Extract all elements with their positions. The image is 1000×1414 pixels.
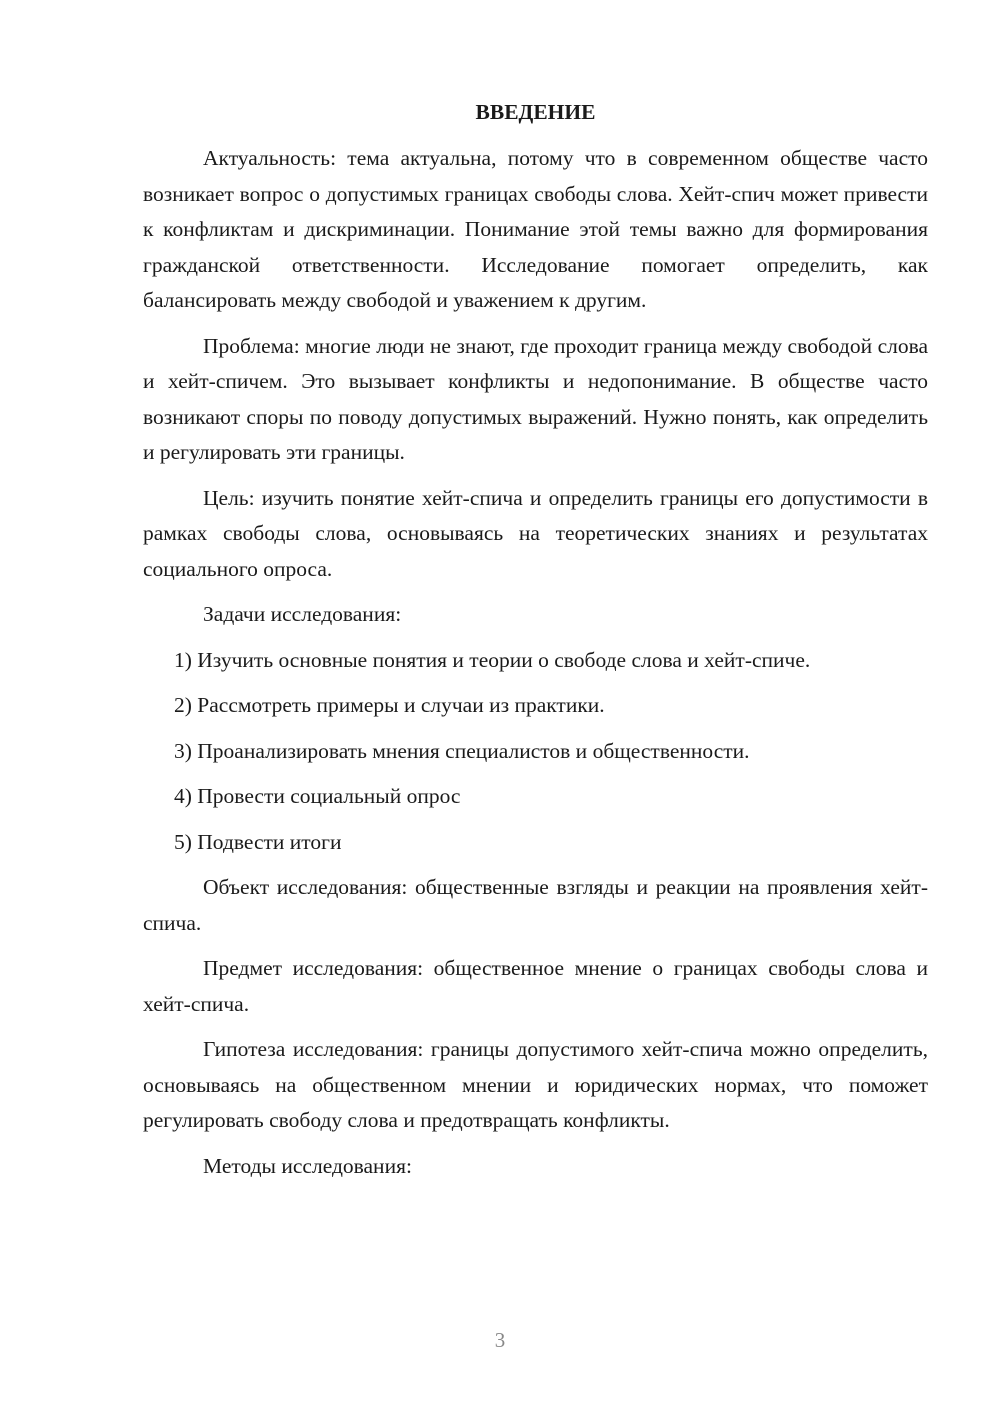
list-item: 2) Рассмотреть примеры и случаи из практики. <box>174 693 605 717</box>
list-item: 5) Подвести итоги <box>174 829 342 854</box>
tasks-list <box>143 643 928 861</box>
list-item: 3) Проанализировать мнения специалистов и общественности. <box>174 738 750 763</box>
problem-paragraph: Проблема: многие люди не знают, где проходит граница между свободой слова и хейт-спичем. Это вызывает конфликты и недопонимание. В обществе часто возникают споры по поводу допустимых выражений. Нужно понять, как определить и регулировать эти границы. <box>143 333 928 464</box>
tasks-heading: Задачи исследования: <box>203 602 402 626</box>
relevance-paragraph: Актуальность: тема актуальна, потому что в современном обществе часто возникает вопрос о допустимых границах свободы слова. Хейт-спич может привести к конфликтам и дискриминации. Понимание этой темы важно для формирования гражданской ответственности. Исследование помогает определить, как балансировать между свободой и уважением к другим. <box>143 146 928 312</box>
document-title: ВВЕДЕНИЕ <box>475 100 596 124</box>
document-page <box>143 95 928 1194</box>
hypothesis-paragraph: Гипотеза исследования: границы допустимого хейт-спича можно определить, основываясь на общественном мнении и юридических нормах, что поможет регулировать свободу слова и предотвращать конфликты. <box>143 1037 928 1132</box>
subject-paragraph: Предмет исследования: общественное мнение о границах свободы слова и хейт-спича. <box>143 956 928 1016</box>
list-item: 1) Изучить основные понятия и теории о свободе слова и хейт-спиче. <box>174 647 811 672</box>
list-item: 4) Провести социальный опрос <box>174 784 461 808</box>
goal-paragraph: Цель: изучить понятие хейт-спича и определить границы его допустимости в рамках свободы слова, основываясь на теоретических знаниях и результатах социального опроса. <box>143 485 928 581</box>
page-number: 3 <box>494 1328 506 1352</box>
methods-heading: Методы исследования: <box>203 1153 412 1178</box>
object-paragraph: Объект исследования: общественные взгляды и реакции на проявления хейт-спича. <box>143 875 928 935</box>
